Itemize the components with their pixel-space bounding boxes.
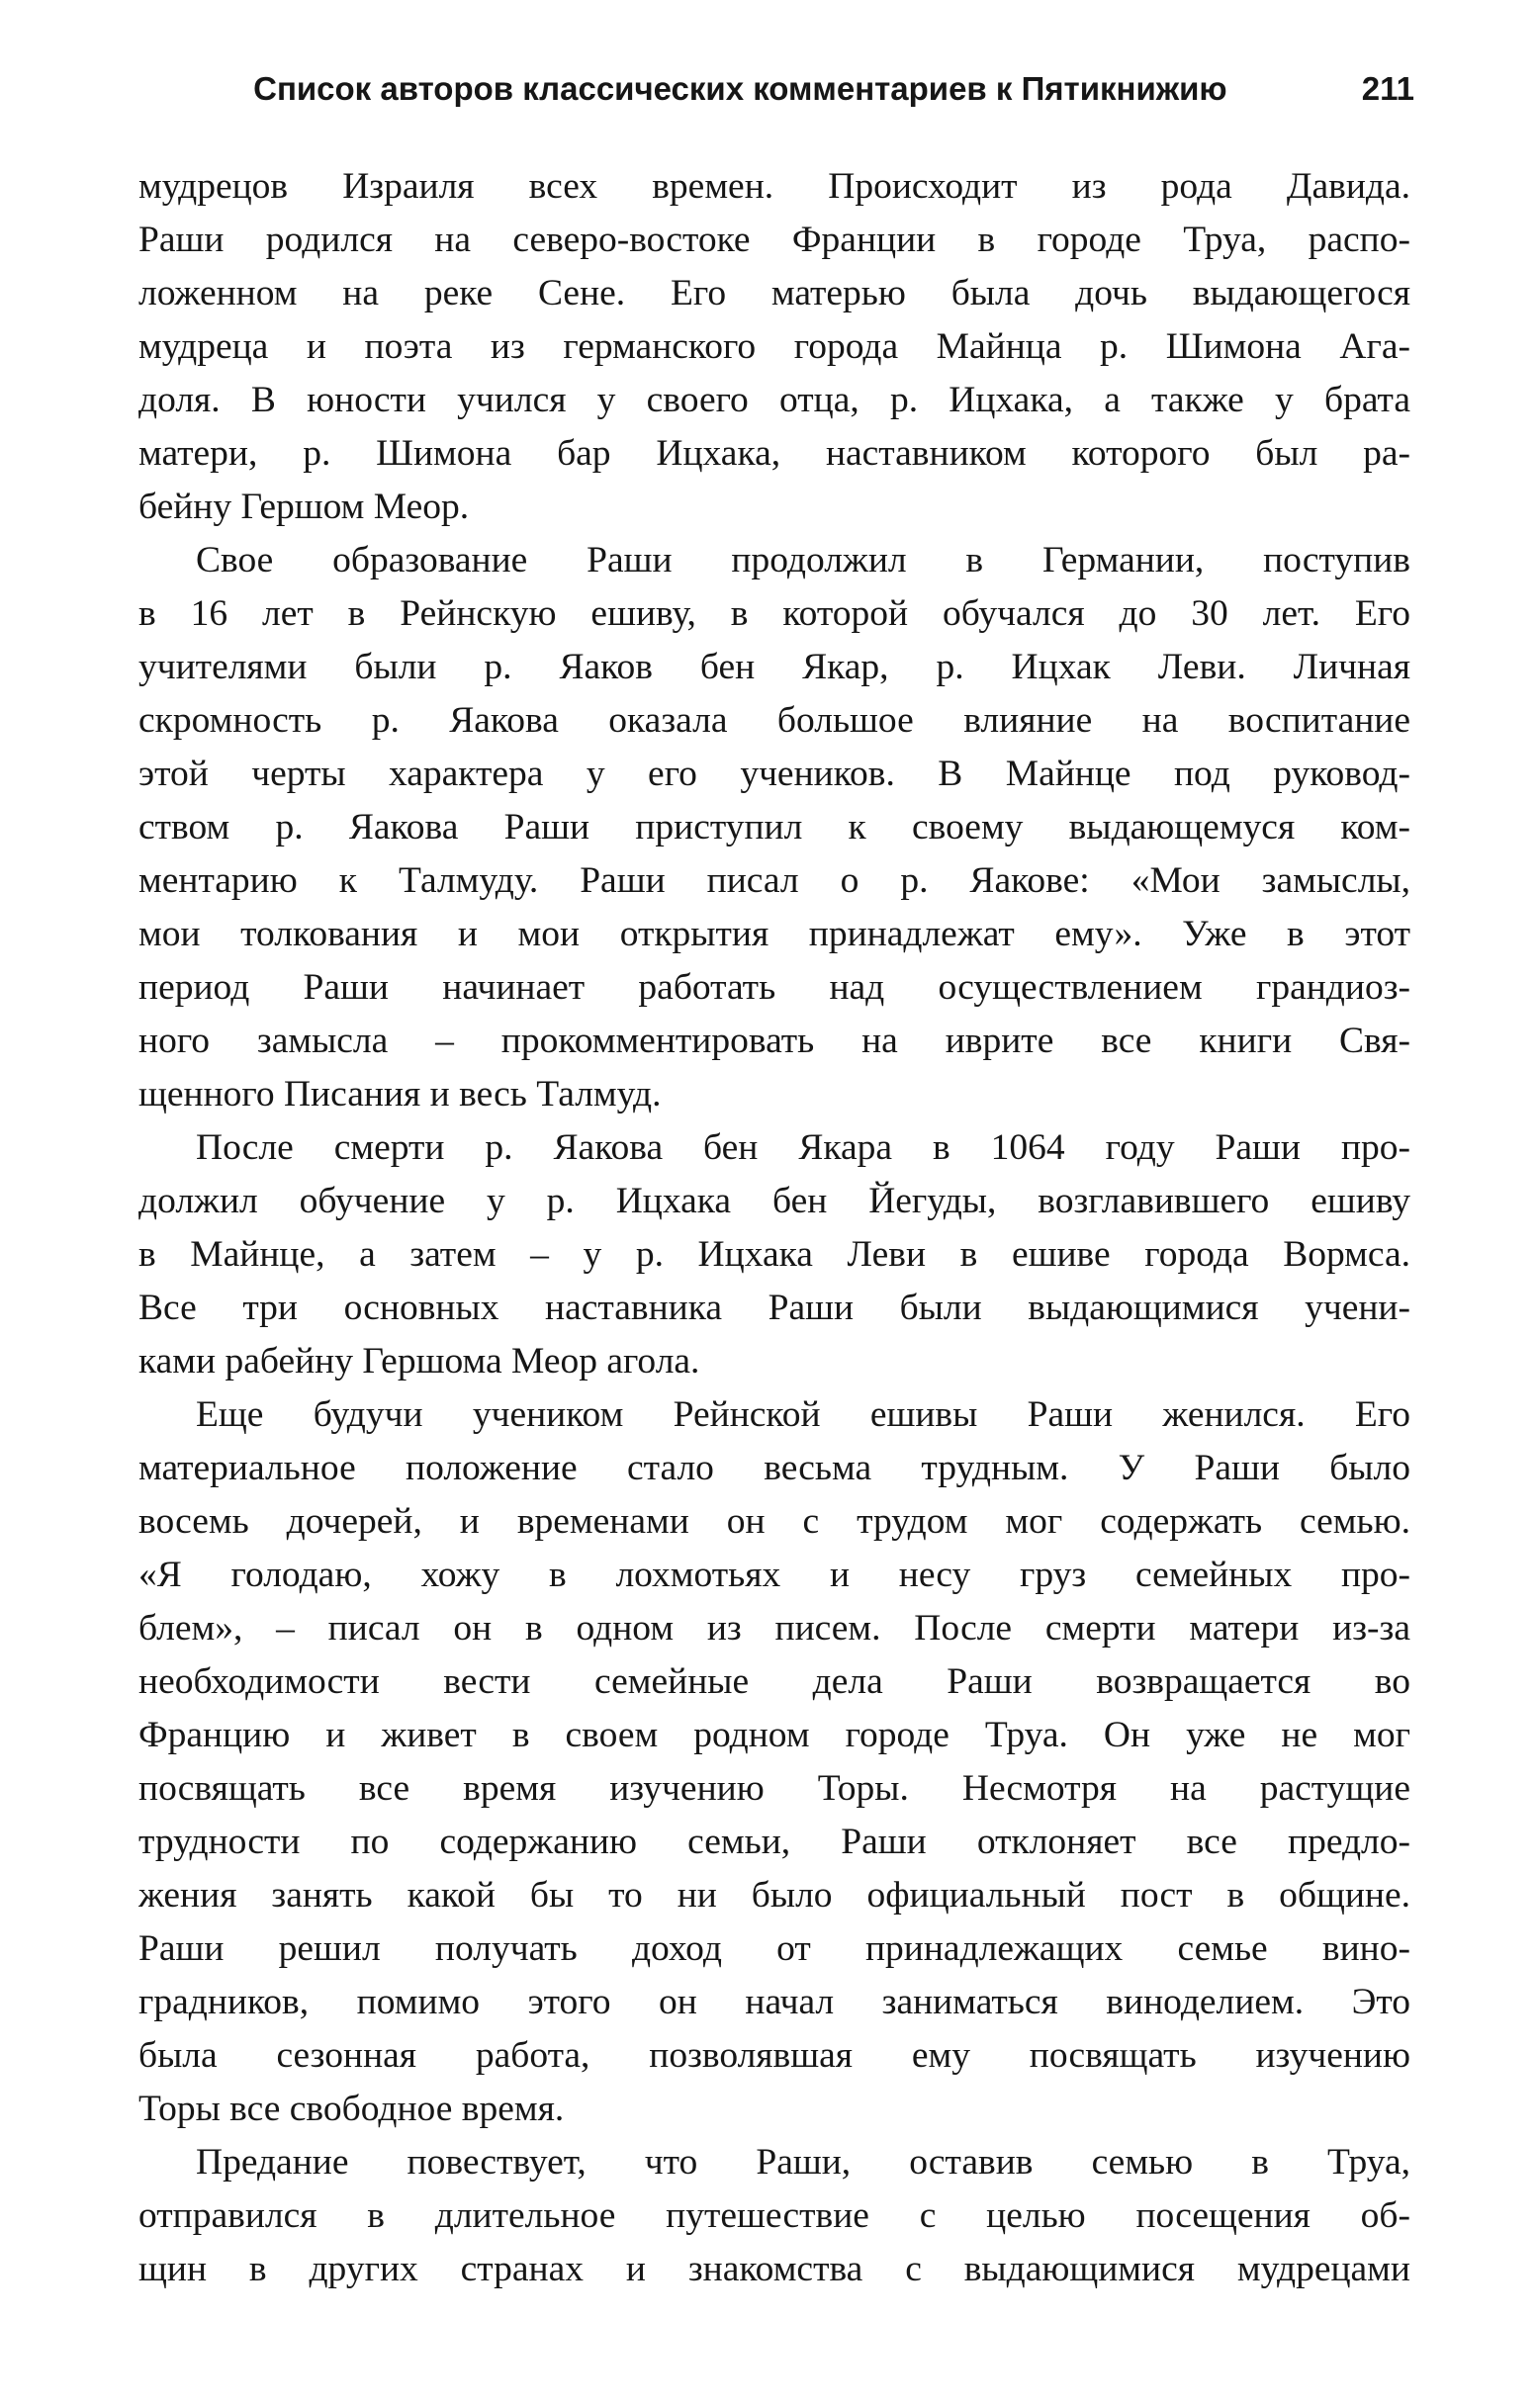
text-line: в 16 лет в Рейнскую ешиву, в которой обучался до 30 лет. Его [138,593,1410,634]
text-line: Предание повествует, что Раши, оставив семью в Труа, [196,2142,1410,2183]
text-line: Торы все свободное время. [138,2089,565,2129]
text-line: Францию и живет в своем родном городе Труа. Он уже не мог [138,1715,1410,1755]
text-line: щенного Писания и весь Талмуд. [138,1074,662,1115]
text-line: материальное положение стало весьма трудным. У Раши было [138,1448,1410,1488]
text-line: ного замысла – прокомментировать на иврите все книги Свя- [138,1021,1410,1061]
text-line: была сезонная работа, позволявшая ему посвящать изучению [138,2035,1410,2076]
text-line: бейну Гершом Меор. [138,487,470,527]
text-line: этой черты характера у его учеников. В Майнце под руковод- [138,754,1410,794]
text-line: должил обучение у р. Ицхака бен Йегуды, возглавившего ешиву [138,1181,1410,1221]
text-line: мои толкования и мои открытия принадлежат ему». Уже в этот [138,914,1410,954]
text-line: Свое образование Раши продолжил в Германии, поступив [196,540,1410,580]
text-line: щин в других странах и знакомства с выдающимися мудрецами [138,2249,1410,2289]
text-line: необходимости вести семейные дела Раши возвращается во [138,1661,1410,1702]
text-line: Все три основных наставника Раши были выдающимися учени- [138,1288,1410,1328]
page-number: 211 [1361,70,1414,107]
text-line: скромность р. Яакова оказала большое влияние на воспитание [138,700,1410,741]
text-line: отправился в длительное путешествие с целью посещения об- [138,2195,1410,2236]
running-header [148,69,1414,109]
text-line: жения занять какой бы то ни было официальный пост в общине. [138,1875,1410,1916]
text-line: После смерти р. Яакова бен Якара в 1064 году Раши про- [196,1127,1410,1168]
text-line: матери, р. Шимона бар Ицхака, наставником которого был ра- [138,433,1410,474]
text-line: Раши решил получать доход от принадлежащих семье вино- [138,1928,1410,1969]
body-text [138,160,1410,2296]
text-line: ложенном на реке Сене. Его матерью была дочь выдающегося [138,273,1410,313]
text-line: ством р. Яакова Раши приступил к своему выдающемуся ком- [138,807,1410,847]
text-line: «Я голодаю, хожу в лохмотьях и несу груз семейных про- [138,1555,1410,1595]
text-line: блем», – писал он в одном из писем. После смерти матери из-за [138,1608,1410,1649]
header-title: Список авторов классических комментариев к Пятикнижию [253,70,1227,107]
text-line: градников, помимо этого он начал заниматься виноделием. Это [138,1982,1410,2022]
text-line: в Майнце, а затем – у р. Ицхака Леви в ешиве города Вормса. [138,1234,1410,1275]
text-line: восемь дочерей, и временами он с трудом мог содержать семью. [138,1501,1410,1542]
text-line: учителями были р. Яаков бен Якар, р. Ицхак Леви. Личная [138,647,1410,687]
text-line: ментарию к Талмуду. Раши писал о р. Яакове: «Мои замыслы, [138,860,1410,901]
text-line: мудрецов Израиля всех времен. Происходит из рода Давида. [138,166,1410,207]
text-line: Раши родился на северо-востоке Франции в городе Труа, распо- [138,220,1410,260]
text-line: доля. В юности учился у своего отца, р. Ицхака, а также у брата [138,380,1410,420]
text-line: период Раши начинает работать над осуществлением грандиоз- [138,967,1410,1008]
text-line: посвящать все время изучению Торы. Несмотря на растущие [138,1768,1410,1809]
text-line: Еще будучи учеником Рейнской ешивы Раши женился. Его [196,1394,1410,1435]
text-line: ками рабейну Гершома Меор агола. [138,1341,700,1382]
text-line: трудности по содержанию семьи, Раши отклоняет все предло- [138,1822,1410,1862]
text-line: мудреца и поэта из германского города Майнца р. Шимона Ага- [138,326,1410,367]
